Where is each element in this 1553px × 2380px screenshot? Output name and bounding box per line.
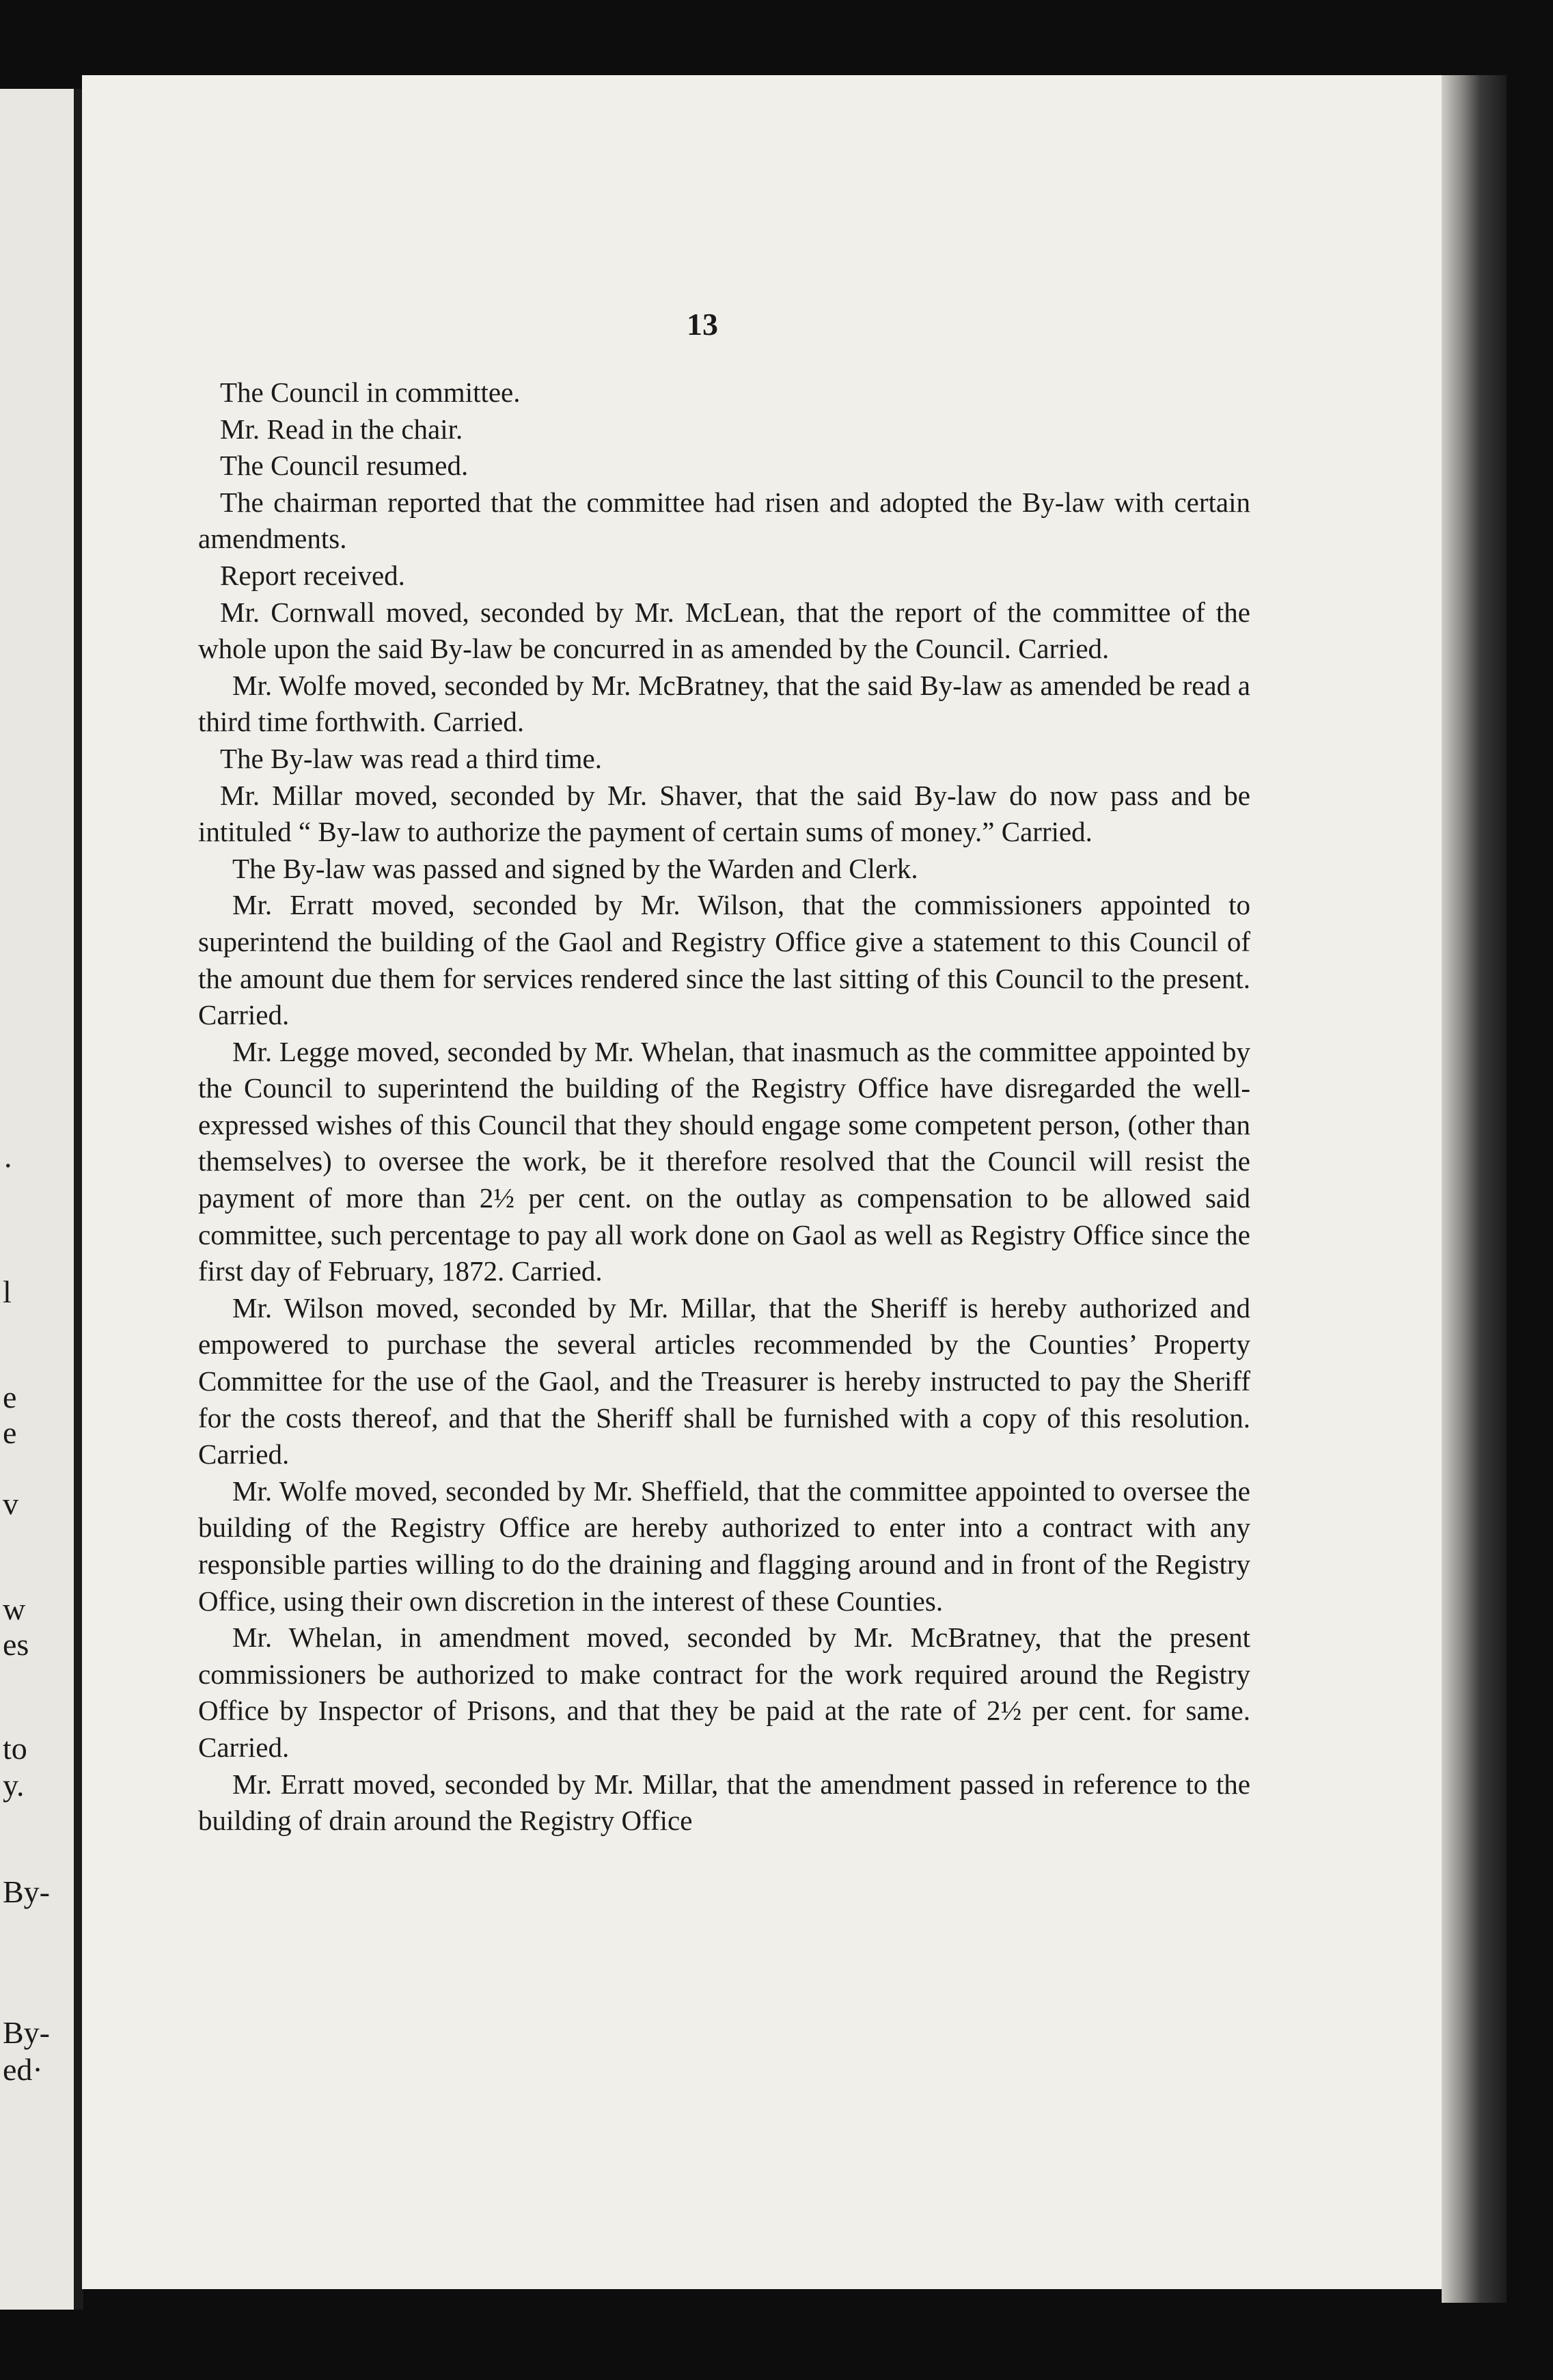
paragraph: Mr. Whelan, in amendment moved, seconded by Mr. McBratney, that the present commissioners be authorized to make contract for the work required around the Registry Office by Inspector of Prisons, and that they be paid at the rate of 2½ per cent. for same. Carried. [198, 1622, 1250, 1763]
left-page-text: y. [3, 1768, 25, 1803]
paragraph: Mr. Legge moved, seconded by Mr. Whelan, that inasmuch as the committee appointed by the Council to superintend the building of the Registry Office have disregarded the well-expressed wishes of this Council that they should engage some competent person, (other than themselves) to oversee the work, be it therefore resolved that the Council will resist the payment of more than 2½ per cent. on the outlay as compensation to be allowed said committee, such percentage to pay all work done on Gaol as well as Registry Office since the first day of February, 1872. Carried. [198, 1035, 1250, 1287]
left-page-text: e [3, 1380, 17, 1414]
paragraph: The Council in committee. [220, 377, 521, 408]
left-page-text: w [3, 1591, 26, 1626]
paragraph: Mr. Erratt moved, seconded by Mr. Millar, that the amendment passed in reference to the building of drain around the Registry Office [198, 1768, 1250, 1837]
paragraph: The By-law was passed and signed by the Warden and Clerk. [232, 852, 918, 884]
paragraph: The Council resumed. [220, 450, 469, 482]
left-page-text: l [3, 1274, 12, 1309]
left-page-text: to [3, 1731, 27, 1766]
page-edge-shadow [1442, 75, 1507, 2303]
paragraph: Mr. Cornwall moved, seconded by Mr. McLean, that the report of the committee of the whole upon the said By-law be concurred in as amended by the Council. Carried. [198, 596, 1250, 665]
page-number: 13 [687, 307, 718, 342]
left-page-text: ed· [3, 2052, 43, 2087]
left-page-text: By- [3, 1874, 50, 1909]
previous-page-fragment [0, 89, 79, 2310]
paragraph: Mr. Wolfe moved, seconded by Mr. McBratney, that the said By-law as amended be read a third time forthwith. Carried. [198, 669, 1250, 738]
paragraph: Mr. Wilson moved, seconded by Mr. Millar, that the Sheriff is hereby authorized and empowered to purchase the several articles recommended by the Counties’ Property Committee for the use of the Gaol, and the Treasurer is hereby instructed to pay the Sheriff for the costs thereof, and that the Sheriff shall be furnished with a copy of this resolution. Carried. [198, 1291, 1250, 1471]
left-page-text: By- [3, 2015, 50, 2050]
left-page-text: e [3, 1415, 17, 1450]
paragraph: Mr. Read in the chair. [220, 413, 463, 445]
left-page-text: v [3, 1486, 18, 1521]
paragraph: The chairman reported that the committee had risen and adopted the By-law with certain amendments. [198, 486, 1250, 555]
paragraph: Mr. Erratt moved, seconded by Mr. Wilson, that the commissioners appointed to superintend the building of the Gaol and Registry Office give a statement to this Council of the amount due them for services rendered since the last sitting of this Council to the present. Carried. [198, 889, 1250, 1031]
paragraph: Report received. [220, 559, 405, 591]
left-page-text: es [3, 1627, 29, 1662]
paragraph: Mr. Millar moved, seconded by Mr. Shaver, that the said By-law do now pass and be intituled “ By-law to authorize the payment of certain sums of money.” Carried. [198, 779, 1250, 848]
paragraph: The By-law was read a third time. [220, 742, 603, 774]
page-body [198, 374, 1250, 1839]
left-page-text: . [4, 1139, 12, 1174]
paragraph: Mr. Wolfe moved, seconded by Mr. Sheffield, that the committee appointed to oversee the building of the Registry Office are hereby authorized to enter into a contract with any responsible parties willing to do the draining and flagging around and in front of the Registry Office, using their own discretion in the interest of these Counties. [198, 1475, 1250, 1617]
